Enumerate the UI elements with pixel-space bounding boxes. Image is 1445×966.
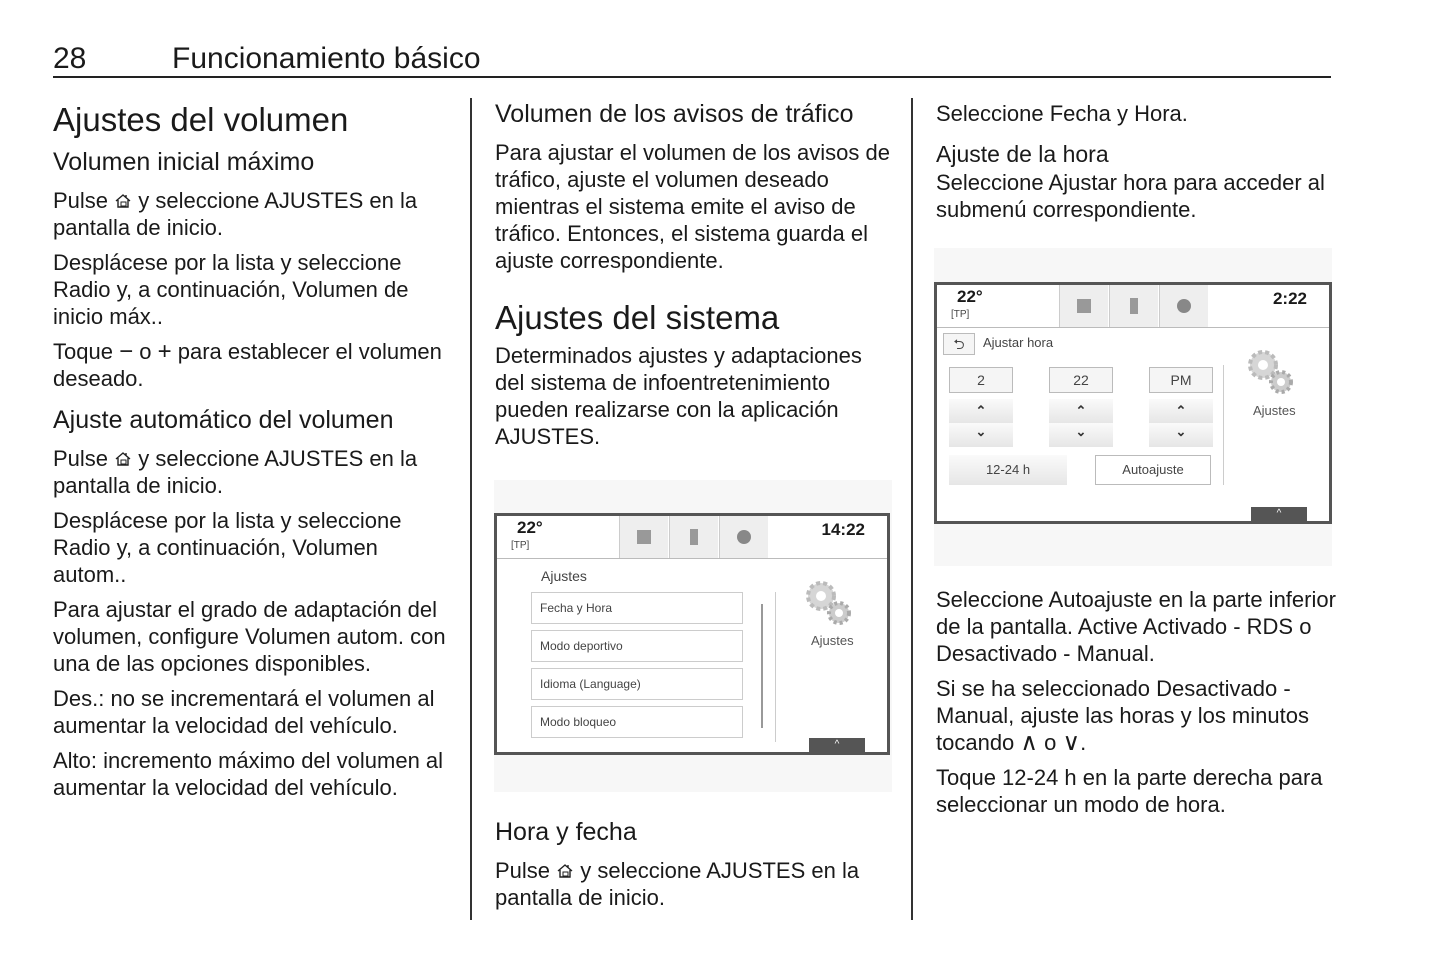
column-divider	[911, 98, 913, 920]
infotainment-screen	[934, 282, 1332, 524]
clock: 14:22	[821, 520, 865, 539]
audio-icon	[637, 530, 651, 544]
status-bar	[497, 516, 887, 559]
subsection-heading: Ajuste automático del volumen	[53, 406, 394, 435]
back-button[interactable]: ⮌	[943, 333, 975, 355]
home-icon	[114, 193, 132, 209]
minute-down-button[interactable]: ⌄	[1049, 423, 1113, 447]
divider	[1223, 365, 1224, 485]
ampm-up-button[interactable]: ⌃	[1149, 399, 1213, 423]
autoajuste-button[interactable]: Autoajuste	[1095, 455, 1211, 485]
plus-icon: +	[157, 338, 172, 366]
hour-up-button[interactable]: ⌃	[949, 399, 1013, 423]
subsection-heading: Volumen de los avisos de tráfico	[495, 100, 854, 128]
paragraph: Toque 12-24 h en la parte derecha para seleccionar un modo de hora.	[936, 765, 1323, 817]
hour-field: 2	[949, 367, 1013, 393]
list-title: Ajustes	[541, 568, 587, 584]
column-3-bottom	[936, 586, 1336, 826]
column-3	[936, 100, 1336, 231]
expand-button[interactable]: ^	[809, 738, 865, 752]
section-title: Ajustes del sistema	[495, 298, 780, 336]
subsection-heading: Hora y fecha	[495, 818, 637, 846]
paragraph: Seleccione Autoajuste en la parte inferior de la pantalla. Active Activado - RDS o Desactivado - Manual.	[936, 587, 1336, 666]
chapter-title: Funcionamiento básico	[172, 42, 481, 75]
chevron-up-icon: ∧	[1020, 729, 1038, 756]
scrollbar[interactable]	[761, 604, 763, 728]
home-icon	[114, 451, 132, 467]
list-item[interactable]: Fecha y Hora	[531, 592, 743, 624]
paragraph: Pulse y seleccione AJUSTES en la pantalla de inicio.	[53, 445, 418, 498]
paragraph: Determinados ajustes y adaptaciones del sistema de infoentretenimiento pueden realizarse con la aplicación AJUSTES.	[495, 343, 862, 450]
temperature: 22°	[957, 287, 983, 306]
column-2-bottom	[495, 818, 895, 919]
paragraph: Pulse y seleccione AJUSTES en la pantalla de inicio.	[495, 857, 860, 910]
paragraph: Seleccione Fecha y Hora.	[936, 101, 1188, 126]
page-header	[53, 40, 1331, 78]
paragraph: Pulse y seleccione AJUSTES en la pantalla de inicio.	[53, 188, 418, 241]
audio-icon	[1077, 299, 1091, 313]
paragraph: Des.: no se incrementará el volumen al aumentar la velocidad del vehículo.	[53, 685, 435, 738]
12-24h-button[interactable]: 12-24 h	[949, 455, 1067, 485]
paragraph: Desplácese por la lista y seleccione Radio y, a continuación, Volumen autom..	[53, 507, 402, 587]
figure-time-screen	[934, 248, 1332, 566]
divider	[775, 592, 776, 742]
hour-down-button[interactable]: ⌄	[949, 423, 1013, 447]
ampm-down-button[interactable]: ⌄	[1149, 423, 1213, 447]
app-label: Ajustes	[1253, 403, 1296, 418]
app-label: Ajustes	[811, 633, 854, 648]
minus-icon: −	[119, 338, 134, 366]
tab-audio[interactable]	[619, 516, 668, 558]
list-item[interactable]: Idioma (Language)	[531, 668, 743, 700]
minute-up-button[interactable]: ⌃	[1049, 399, 1113, 423]
figure-settings-screen	[494, 480, 892, 792]
paragraph: Toque − o + para establecer el volumen deseado.	[53, 338, 442, 392]
column-divider	[470, 98, 472, 920]
infotainment-screen	[494, 513, 890, 755]
phone-icon	[690, 529, 698, 545]
temperature: 22°	[517, 518, 543, 537]
column-1	[53, 96, 453, 809]
tab-nav[interactable]	[1159, 285, 1208, 327]
section-title: Ajustes del volumen	[53, 101, 349, 138]
status-bar	[937, 285, 1329, 328]
minute-field: 22	[1049, 367, 1113, 393]
page-number: 28	[53, 42, 87, 75]
ampm-field: PM	[1149, 367, 1213, 393]
paragraph: Desplácese por la lista y seleccione Radio y, a continuación, Volumen de inicio máx..	[53, 250, 409, 330]
paragraph: Para ajustar el grado de adaptación del volumen, configure Volumen autom. con una de las opciones disponibles.	[53, 596, 446, 676]
list-item[interactable]: Modo deportivo	[531, 630, 743, 662]
list-item[interactable]: Modo bloqueo	[531, 706, 743, 738]
phone-icon	[1130, 298, 1138, 314]
navigation-icon	[1177, 299, 1191, 313]
tab-nav[interactable]	[719, 516, 768, 558]
chevron-down-icon: ∨	[1062, 729, 1081, 756]
tab-phone[interactable]	[1109, 285, 1158, 327]
subsection-heading: Volumen inicial máximo	[53, 148, 315, 177]
clock: 2:22	[1272, 289, 1307, 308]
paragraph: Para ajustar el volumen de los avisos de tráfico, ajuste el volumen deseado mientras el sistema emite el aviso de tráfico. Entonces, el sistema guarda el ajuste correspondiente.	[495, 139, 890, 273]
navigation-icon	[737, 530, 751, 544]
submenu-title: Ajustar hora	[983, 335, 1054, 350]
home-icon	[556, 863, 574, 879]
gears-icon	[1245, 347, 1295, 397]
paragraph: Alto: incremento máximo del volumen al aumentar la velocidad del vehículo.	[53, 747, 444, 800]
tp-indicator: [TP]	[951, 309, 970, 320]
tab-phone[interactable]	[669, 516, 718, 558]
expand-button[interactable]: ^	[1251, 507, 1307, 521]
tp-indicator: [TP]	[511, 540, 530, 551]
subsection-heading: Ajuste de la hora	[936, 141, 1109, 167]
paragraph: Si se ha seleccionado Desactivado - Manual, ajuste las horas y los minutos tocando ∧ o ∨.	[936, 676, 1309, 756]
tab-audio[interactable]	[1059, 285, 1108, 327]
column-2	[495, 96, 895, 458]
paragraph: Seleccione Ajustar hora para acceder al submenú correspondiente.	[936, 170, 1325, 223]
gears-icon	[803, 578, 853, 628]
